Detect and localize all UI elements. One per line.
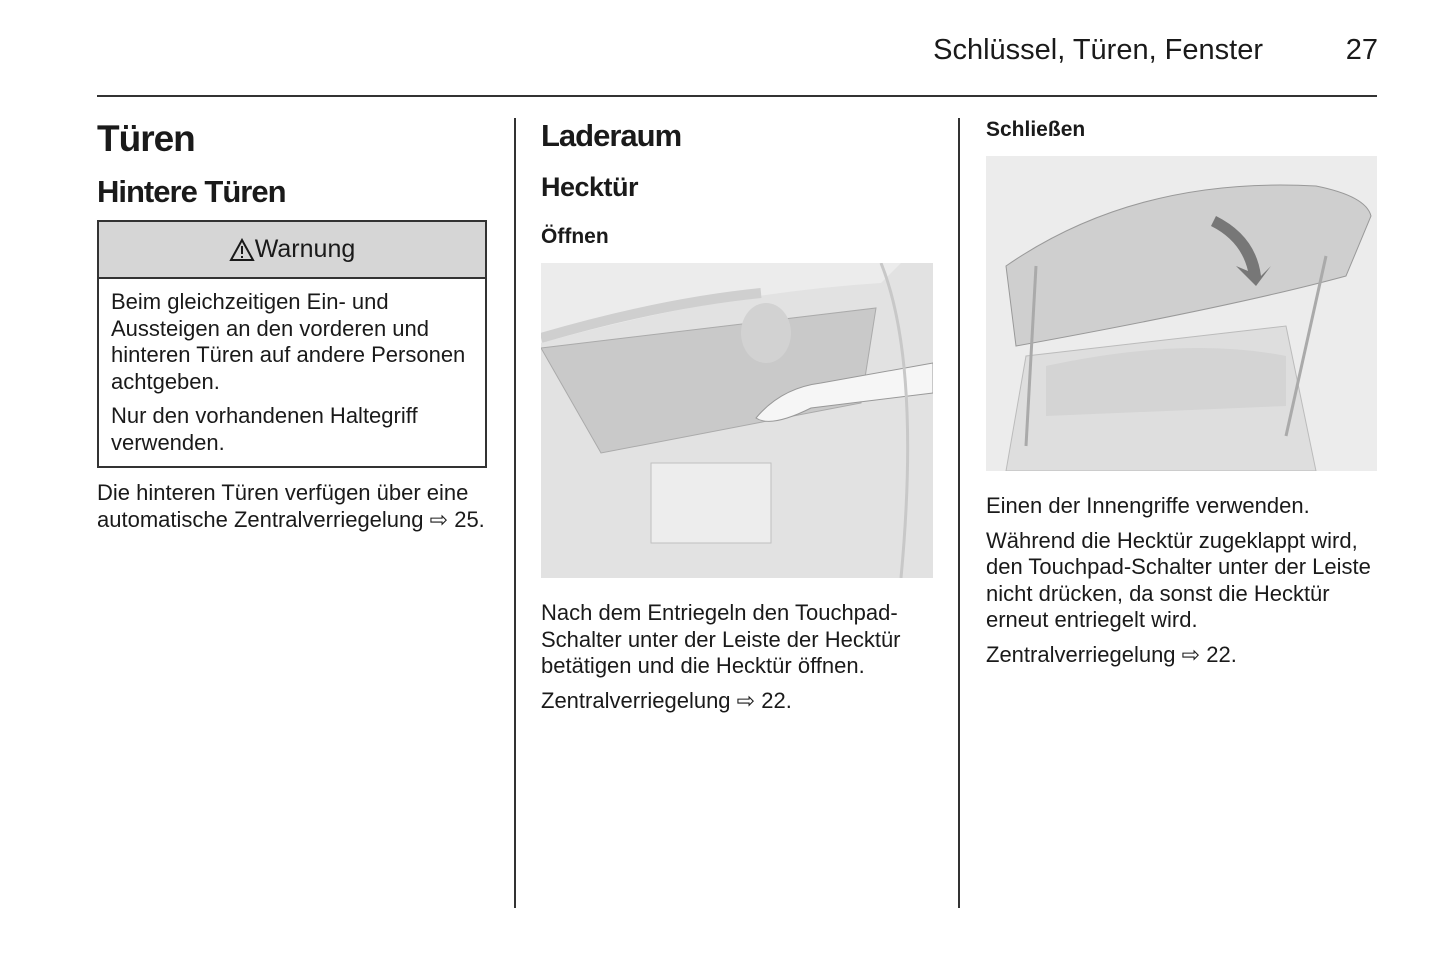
- header-divider: [97, 95, 1377, 97]
- body-text: Nach dem Entriegeln den Touchpad-Schalter unter der Leiste der Hecktür betätigen und die Hecktür öffnen.: [541, 600, 901, 678]
- column-2: [541, 118, 933, 722]
- body-text: Einen der Innengriffe verwenden.: [986, 493, 1310, 518]
- reference-arrow-icon: ⇨: [736, 687, 756, 713]
- section-title: Schlüssel, Türen, Fenster: [933, 34, 1263, 66]
- body-text: Während die Hecktür zugeklappt wird, den Touchpad-Schalter unter der Leiste nicht drücken, da sonst die Hecktür erneut entriegelt wird.: [986, 527, 1371, 632]
- reference-label: Zentralverriegelung: [986, 641, 1176, 667]
- heading-schliessen: Schließen: [986, 118, 1086, 141]
- warning-header: [99, 222, 485, 279]
- reference-arrow-icon: ⇨: [1181, 641, 1201, 667]
- page-number: 27: [1345, 34, 1378, 66]
- heading-tueren: Türen: [97, 118, 195, 159]
- warning-label: Warnung: [254, 235, 356, 263]
- warning-text: Beim gleichzeitigen Ein- und Aussteigen an den vorderen und hinteren Türen auf andere Personen achtgeben.: [111, 289, 466, 394]
- tailgate-closing-illustration: [986, 156, 1377, 471]
- body-text: Die hinteren Türen verfügen über eine automatische Zentralverriegelung: [97, 480, 469, 532]
- heading-laderaum: Laderaum: [541, 118, 682, 153]
- warning-triangle-icon: [229, 238, 255, 262]
- page-reference[interactable]: 25.: [454, 506, 485, 532]
- column-1: [97, 118, 489, 541]
- column-3: [986, 118, 1378, 676]
- heading-hintere-tueren: Hintere Türen: [97, 174, 286, 209]
- reference-arrow-icon: ⇨: [429, 506, 449, 532]
- column-divider: [514, 118, 516, 908]
- column-divider: [958, 118, 960, 908]
- warning-text: Nur den vorhandenen Haltegriff verwenden.: [111, 403, 418, 455]
- reference-label: Zentralverriegelung: [541, 687, 731, 713]
- warning-box: [97, 220, 487, 468]
- page-reference[interactable]: 22.: [761, 687, 792, 713]
- tailgate-opening-illustration: [541, 263, 933, 578]
- heading-oeffnen: Öffnen: [541, 225, 609, 248]
- heading-hecktuer: Hecktür: [541, 172, 639, 202]
- page-reference[interactable]: 22.: [1206, 641, 1237, 667]
